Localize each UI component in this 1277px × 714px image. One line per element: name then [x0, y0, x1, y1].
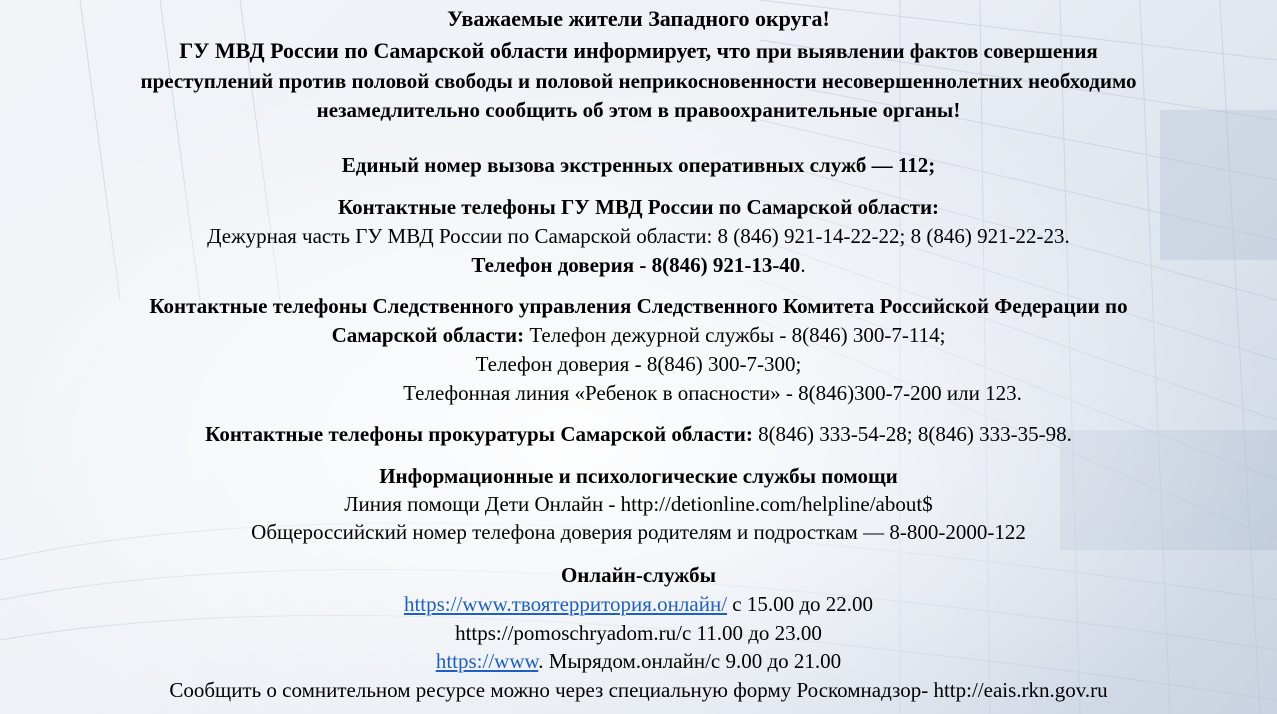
help-heading: Информационные и психологические службы помощи	[379, 464, 898, 488]
emergency-number: Единый номер вызова экстренных оперативных служб — 112;	[341, 153, 936, 177]
intro-line-2: преступлений против половой свободы и половой неприкосновенности несовершеннолетних необходимо	[140, 69, 1137, 93]
mvd-trust-phone: Телефон доверия - 8(846) 921-13-40.	[471, 253, 806, 277]
online-heading: Онлайн-службы	[560, 563, 717, 587]
intro-line-3: незамедлительно сообщить об этом в правоохранительные органы!	[316, 98, 961, 122]
online-service-2: https://pomoschryadom.ru/с 11.00 до 23.00	[455, 621, 822, 645]
online-service-1: https://www.твоятерритория.онлайн/ с 15.00 до 22.00	[403, 592, 874, 616]
mvd-duty-phones: Дежурная часть ГУ МВД России по Самарской области: 8 (846) 921-14-22-22; 8 (846) 921-22-23.	[207, 224, 1070, 248]
territory-link[interactable]: https://www.твоятерритория.онлайн/	[403, 592, 728, 616]
intro-line-1: ГУ МВД России по Самарской области информирует, что при выявлении фактов совершения	[179, 38, 1098, 63]
greeting-heading: Уважаемые жители Западного округа!	[447, 6, 830, 31]
mvd-heading: Контактные телефоны ГУ МВД России по Самарской области:	[337, 195, 940, 219]
online-service-3: https://www. Мырядом.онлайн/с 9.00 до 21.00	[435, 649, 842, 673]
sk-duty-phone: Самарской области: Телефон дежурной службы - 8(846) 300-7-114;	[331, 323, 946, 347]
prosecutor-phones: Контактные телефоны прокуратуры Самарской области: 8(846) 333-54-28; 8(846) 333-35-98.	[205, 422, 1072, 446]
sk-child-line: Телефонная линия «Ребенок в опасности» - 8(846)300-7-200 или 123.	[403, 381, 1022, 405]
help-hotline: Общероссийский номер телефона доверия родителям и подросткам — 8-800-2000-122	[251, 520, 1026, 544]
myryadom-link[interactable]: https://www	[435, 649, 539, 673]
sk-heading: Контактные телефоны Следственного управления Следственного Комитета Российской Федерации по	[149, 294, 1128, 318]
sk-trust-phone: Телефон доверия - 8(846) 300-7-300;	[475, 352, 802, 376]
report-resource: Сообщить о сомнительном ресурсе можно через специальную форму Роскомнадзор- http://eais.rkn.gov.ru	[169, 678, 1108, 702]
help-detionline: Линия помощи Дети Онлайн - http://detionline.com/helpline/about$	[344, 492, 933, 516]
org-name: ГУ МВД России по Самарской области информирует, что	[179, 38, 751, 63]
